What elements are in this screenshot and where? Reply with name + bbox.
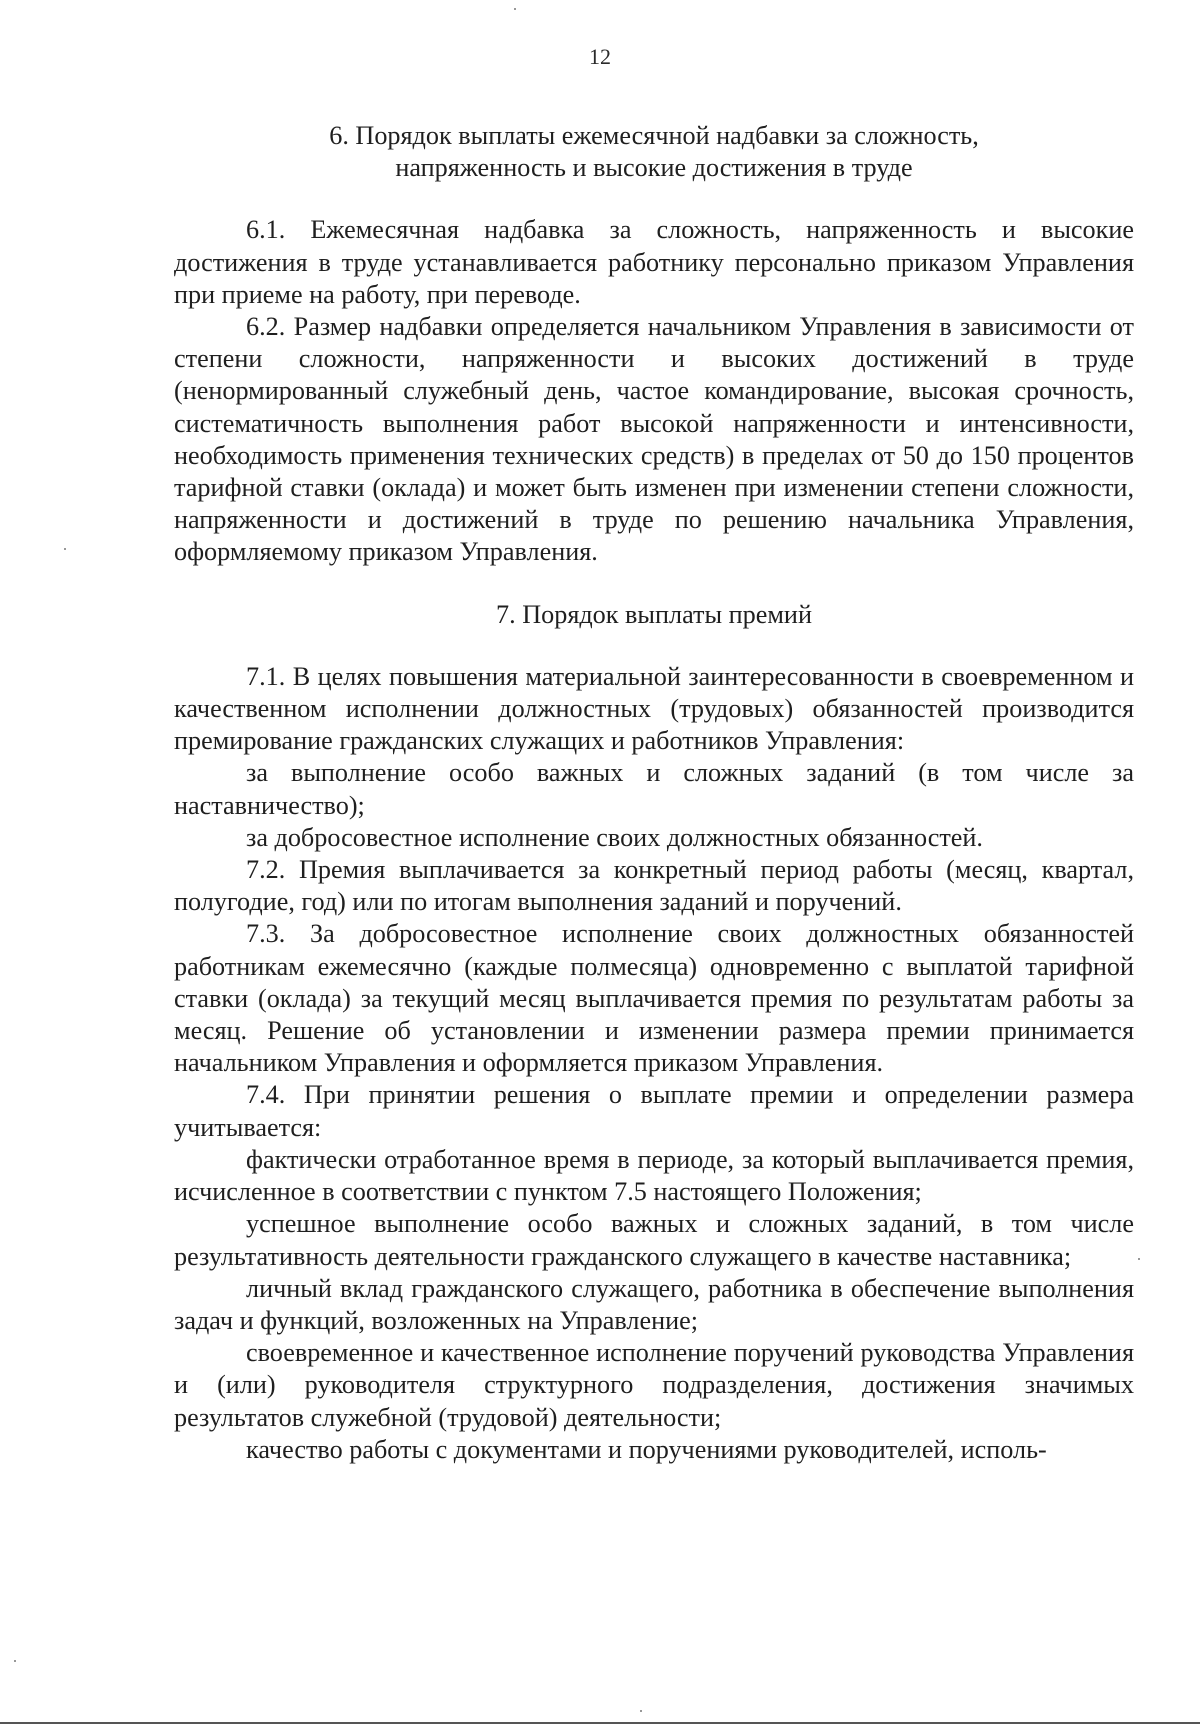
scan-speck [14,1660,16,1662]
paragraph-6-1: 6.1. Ежемесячная надбавка за сложность, напряженность и высокие достижения в труде устанавливается работнику персонально приказом Управления при приеме на работу, при переводе. [174,215,1134,309]
section-6-heading-line-2: напряженность и высокие достижения в труде [395,153,913,183]
paragraph-6-2: 6.2. Размер надбавки определяется начальником Управления в зависимости от степени сложности, напряженности и высоких достижений в труде (ненормированный служебный день, частое командирование, высокая срочность, систематичность выполнения работ высокой напряженности и интенсивности, необходимость применения технических средств) в пределах от 50 до 150 процентов тарифной ставки (оклада) и может быть изменен при изменении степени сложности, напряженности и достижений в труде по решению начальника Управления, оформляемому приказом Управления. [174,312,1134,567]
paragraph-7-4: 7.4. При принятии решения о выплате премии и определении размера учитывается: [174,1080,1134,1142]
paragraph-7-1-item-2: за добросовестное исполнение своих должностных обязанностей. [246,822,983,852]
paragraph-7-1-item-1: за выполнение особо важных и сложных заданий (в том числе за наставничество); [174,758,1134,820]
paragraph-7-4-item-5: качество работы с документами и поручениями руководителей, исполь- [246,1434,1047,1464]
paragraph-7-4-item-4: своевременное и качественное исполнение поручений руководства Управления и (или) руководителя структурного подразделения, достижения значимых результатов служебной (трудовой) деятельности; [174,1338,1134,1432]
scan-speck [640,1710,642,1712]
section-7-heading: 7. Порядок выплаты премий [496,599,812,629]
section-6-heading-line-1: 6. Порядок выплаты ежемесячной надбавки за сложность, [329,121,979,150]
paragraph-7-3: 7.3. За добросовестное исполнение своих должностных обязанностей работникам ежемесячно (каждые полмесяца) одновременно с выплатой тарифной ставки (оклада) за текущий месяц выплачивается премия по результатам работы за месяц. Решение об установлении и изменении размера премии принимается начальником Управления и оформляется приказом Управления. [174,919,1134,1078]
paragraph-7-4-item-1: фактически отработанное время в периоде, за который выплачивается премия, исчисленное в соответствии с пунктом 7.5 настоящего Положения; [174,1144,1134,1207]
paragraph-7-4-item-2: успешное выполнение особо важных и сложных заданий, в том числе результативность деятельности гражданского служащего в качестве наставника; [174,1209,1134,1271]
scan-speck [514,8,516,10]
paragraph-7-4-item-3: личный вклад гражданского служащего, работника в обеспечение выполнения задач и функций, возложенных на Управление; [174,1273,1134,1335]
scan-edge-rule [0,1722,1200,1724]
page-number: 12 [589,44,611,69]
paragraph-7-2: 7.2. Премия выплачивается за конкретный период работы (месяц, квартал, полугодие, год) или по итогам выполнения заданий и поручений. [174,855,1134,917]
scan-speck [1138,1258,1140,1260]
section-6-heading [174,120,1134,184]
document-body [174,120,1134,1466]
paragraph-7-1: 7.1. В целях повышения материальной заинтересованности в своевременном и качественном исполнении должностных (трудовых) обязанностей производится премирование гражданских служащих и работников Управления: [174,661,1134,756]
scan-speck [64,548,66,550]
